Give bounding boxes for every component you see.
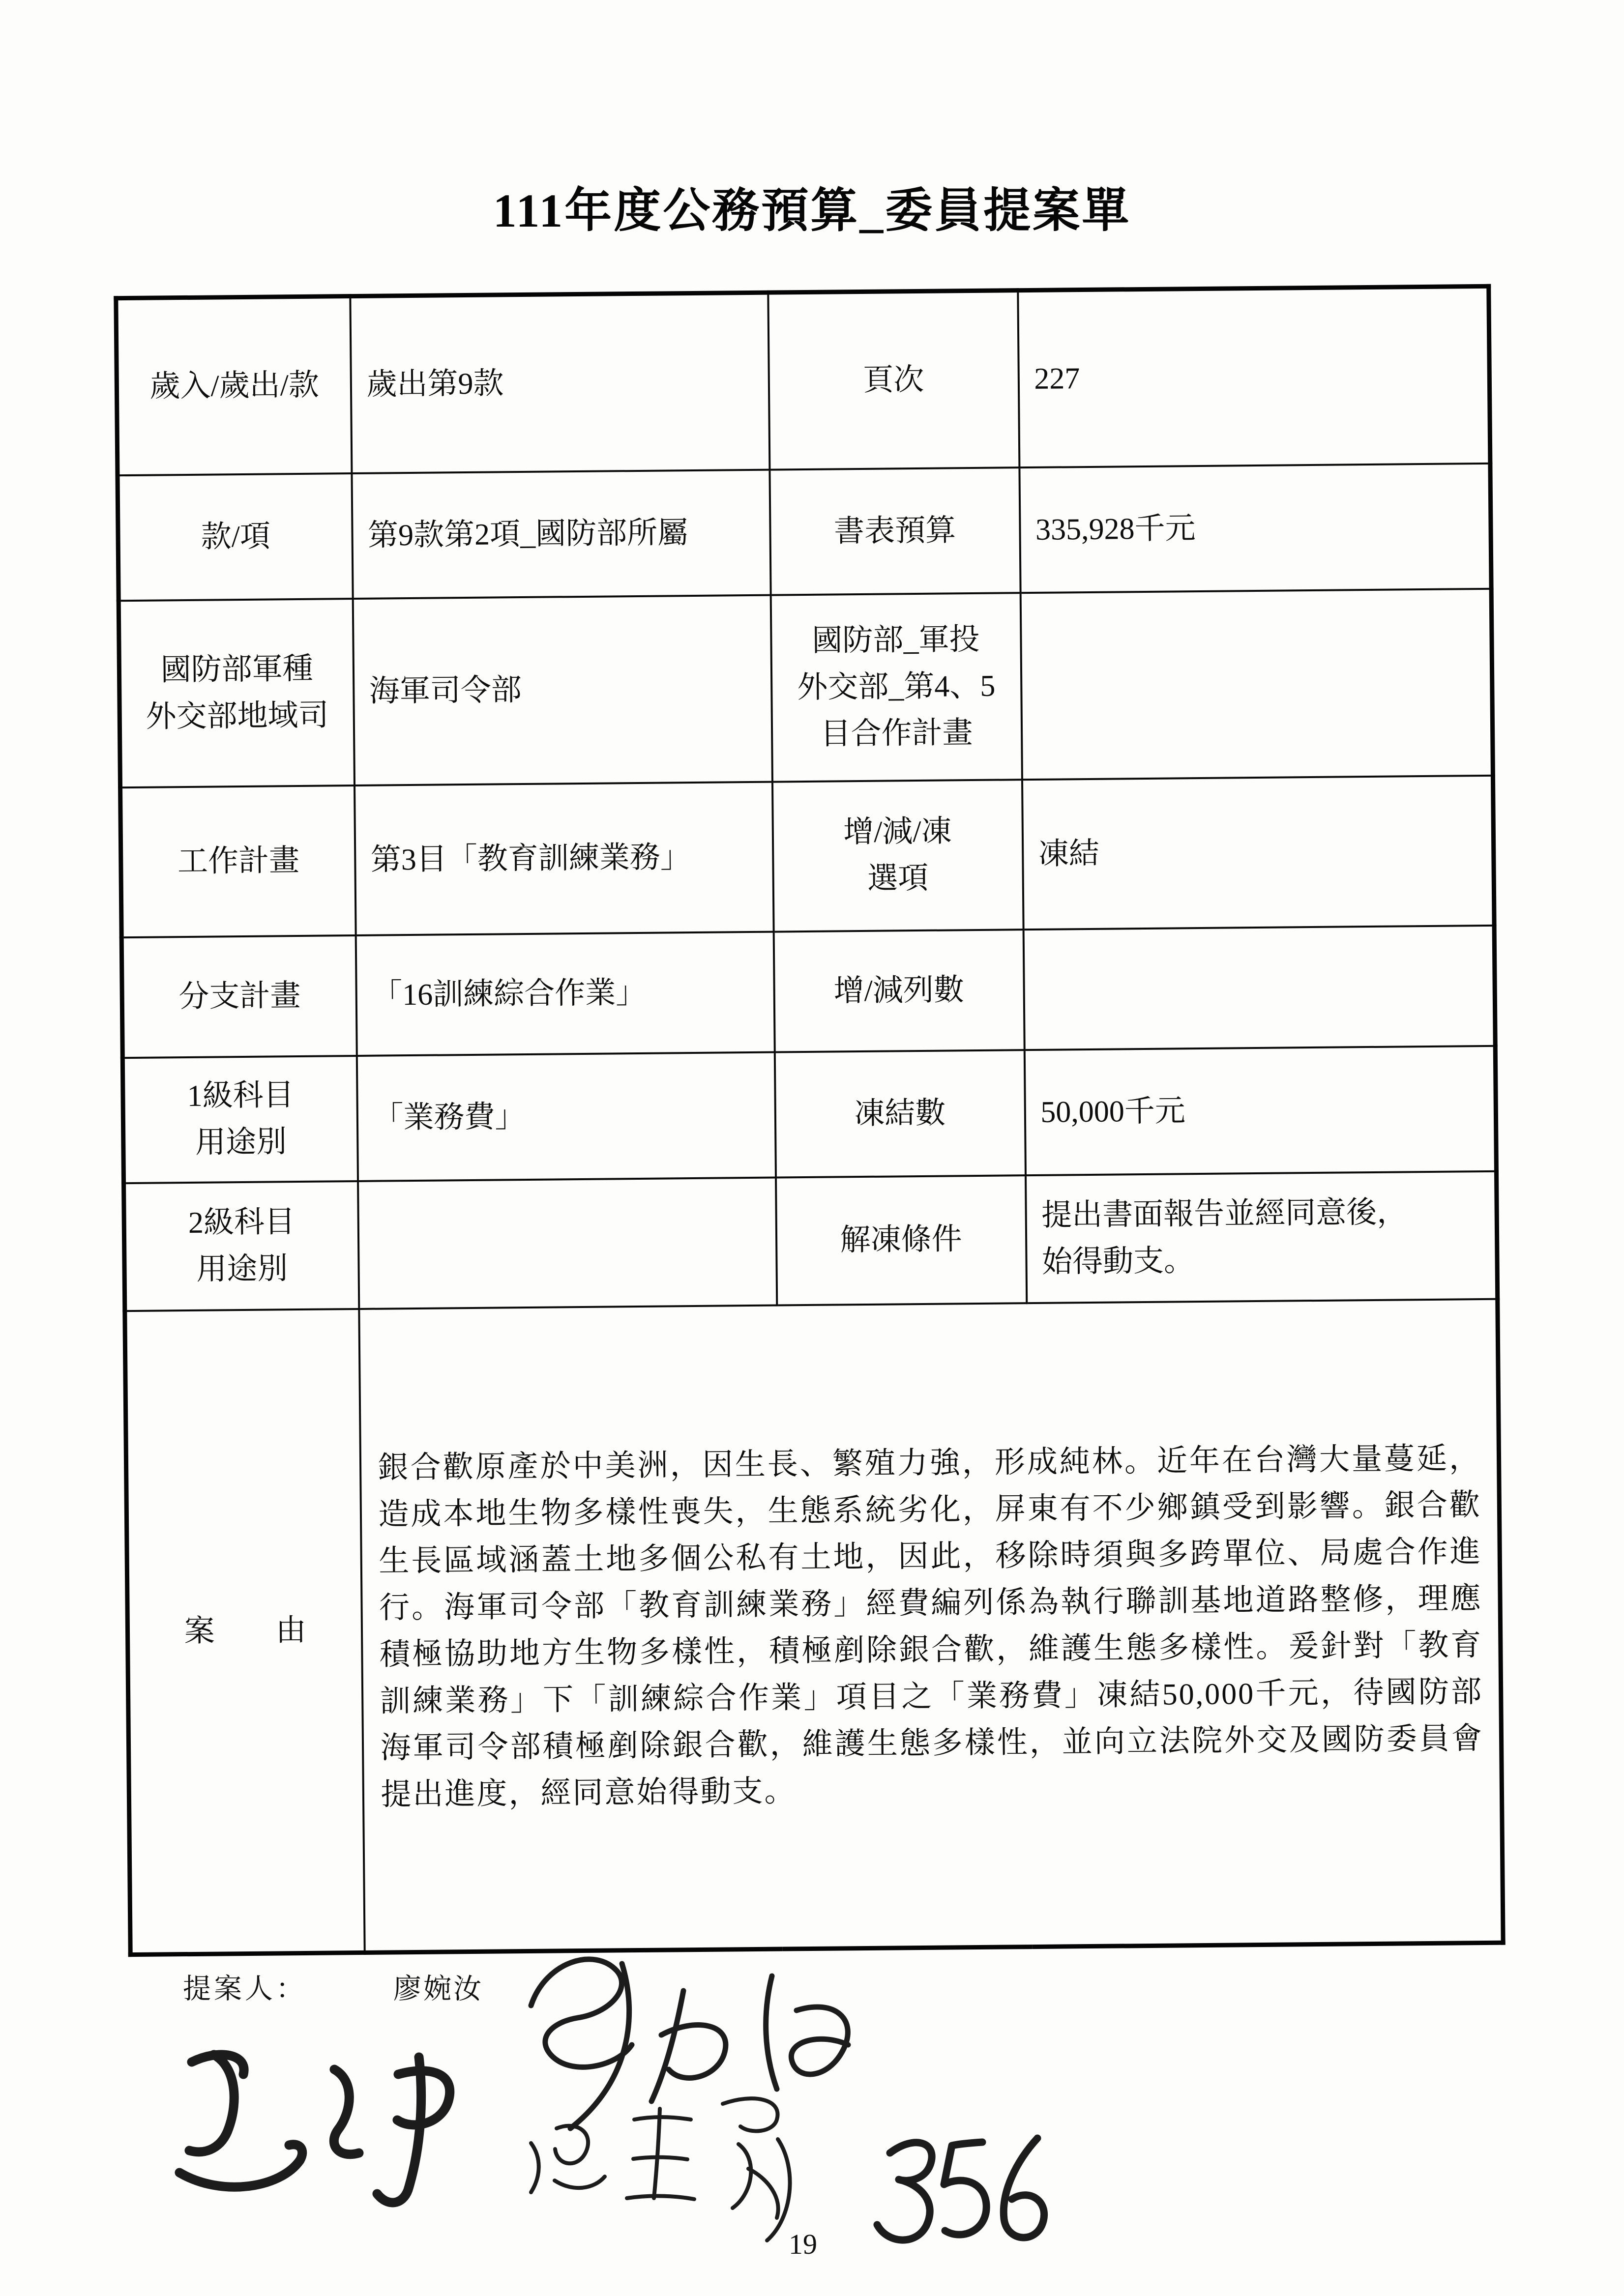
value-level2-subject <box>358 1177 777 1308</box>
value-revenue-expenditure-item: 歲出第9款 <box>350 292 769 473</box>
value-cooperation-plan <box>1020 588 1493 779</box>
handwritten-signature-liao-wanru <box>531 1959 848 2128</box>
value-branch-plan: 「16訓練綜合作業」 <box>355 931 774 1055</box>
table-row <box>120 775 1495 937</box>
page-number: 19 <box>789 2228 817 2260</box>
label-branch-plan: 分支計畫 <box>121 935 356 1058</box>
label-unfreeze-condition: 解凍條件 <box>776 1175 1027 1305</box>
proposal-table-wrapper <box>114 284 1501 1957</box>
proposer-label: 提案人： <box>183 1974 307 2005</box>
proposal-table <box>114 284 1505 1957</box>
table-row-case <box>125 1299 1503 1954</box>
handwritten-signature-wen-yuxia <box>531 2098 790 2240</box>
label-cooperation-plan: 國防部_軍投 外交部_第4、5 目合作計畫 <box>770 593 1022 782</box>
handwritten-number <box>877 2138 1044 2240</box>
handwritten-signature-ma-wenjun <box>179 2055 450 2203</box>
table-row <box>116 286 1490 475</box>
table-row <box>118 588 1493 787</box>
value-military-branch: 海軍司令部 <box>353 595 772 785</box>
value-unfreeze-condition: 提出書面報告並經同意後， 始得動支。 <box>1025 1171 1497 1303</box>
page-title: 111年度公務預算_委員提案單 <box>493 184 1131 237</box>
table-row <box>121 925 1495 1057</box>
value-adjust-option: 凍結 <box>1022 775 1494 929</box>
label-book-budget: 書表預算 <box>769 467 1020 595</box>
value-work-plan: 第3目「教育訓練業務」 <box>354 782 774 935</box>
proposer-name: 廖婉汝 <box>393 1974 483 2005</box>
label-case-reason: 案 由 <box>125 1308 364 1954</box>
value-page-index: 227 <box>1018 286 1490 467</box>
label-adjust-option: 增/減/凍 選項 <box>772 780 1023 931</box>
value-adjust-amount <box>1023 925 1495 1049</box>
table-row <box>122 1046 1496 1183</box>
label-frozen-amount: 凍結數 <box>774 1050 1025 1177</box>
table-row <box>118 463 1491 600</box>
label-item-section: 款/項 <box>118 473 353 601</box>
signatures-area <box>138 1907 1096 2281</box>
case-reason-text: 銀合歡原產於中美洲，因生長、繁殖力強，形成純林。近年在台灣大量蔓延，造成本地生物多樣性喪失，生態系統劣化，屏東有不少鄉鎮受到影響。銀合歡生長區域涵蓋土地多個公私有土地，因此，移除時須與多跨單位、局處合作進行。海軍司令部「教育訓練業務」經費編列係為執行聯訓基地道路整修，理應積極協助地方生物多樣性，積極剷除銀合歡，維護生態多樣性。爰針對「教育訓練業務」下「訓練綜合作業」項目之「業務費」凍結50,000千元，待國防部海軍司令部積極剷除銀合歡，維護生態多樣性，並向立法院外交及國防委員會提出進度，經同意始得動支。 <box>359 1299 1503 1952</box>
label-revenue-expenditure-item: 歲入/歲出/款 <box>116 296 352 475</box>
value-frozen-amount: 50,000千元 <box>1024 1046 1496 1175</box>
table-row <box>124 1171 1498 1310</box>
label-level2-subject: 2級科目 用途別 <box>124 1181 359 1310</box>
value-level1-subject: 「業務費」 <box>356 1052 775 1181</box>
label-military-branch: 國防部軍種 外交部地域司 <box>118 599 354 787</box>
label-adjust-amount: 增/減列數 <box>773 930 1024 1052</box>
value-book-budget: 335,928千元 <box>1019 463 1491 592</box>
value-item-section: 第9款第2項_國防部所屬 <box>352 469 770 598</box>
label-level1-subject: 1級科目 用途別 <box>122 1055 357 1183</box>
label-work-plan: 工作計畫 <box>120 785 356 937</box>
label-page-index: 頁次 <box>768 291 1019 469</box>
